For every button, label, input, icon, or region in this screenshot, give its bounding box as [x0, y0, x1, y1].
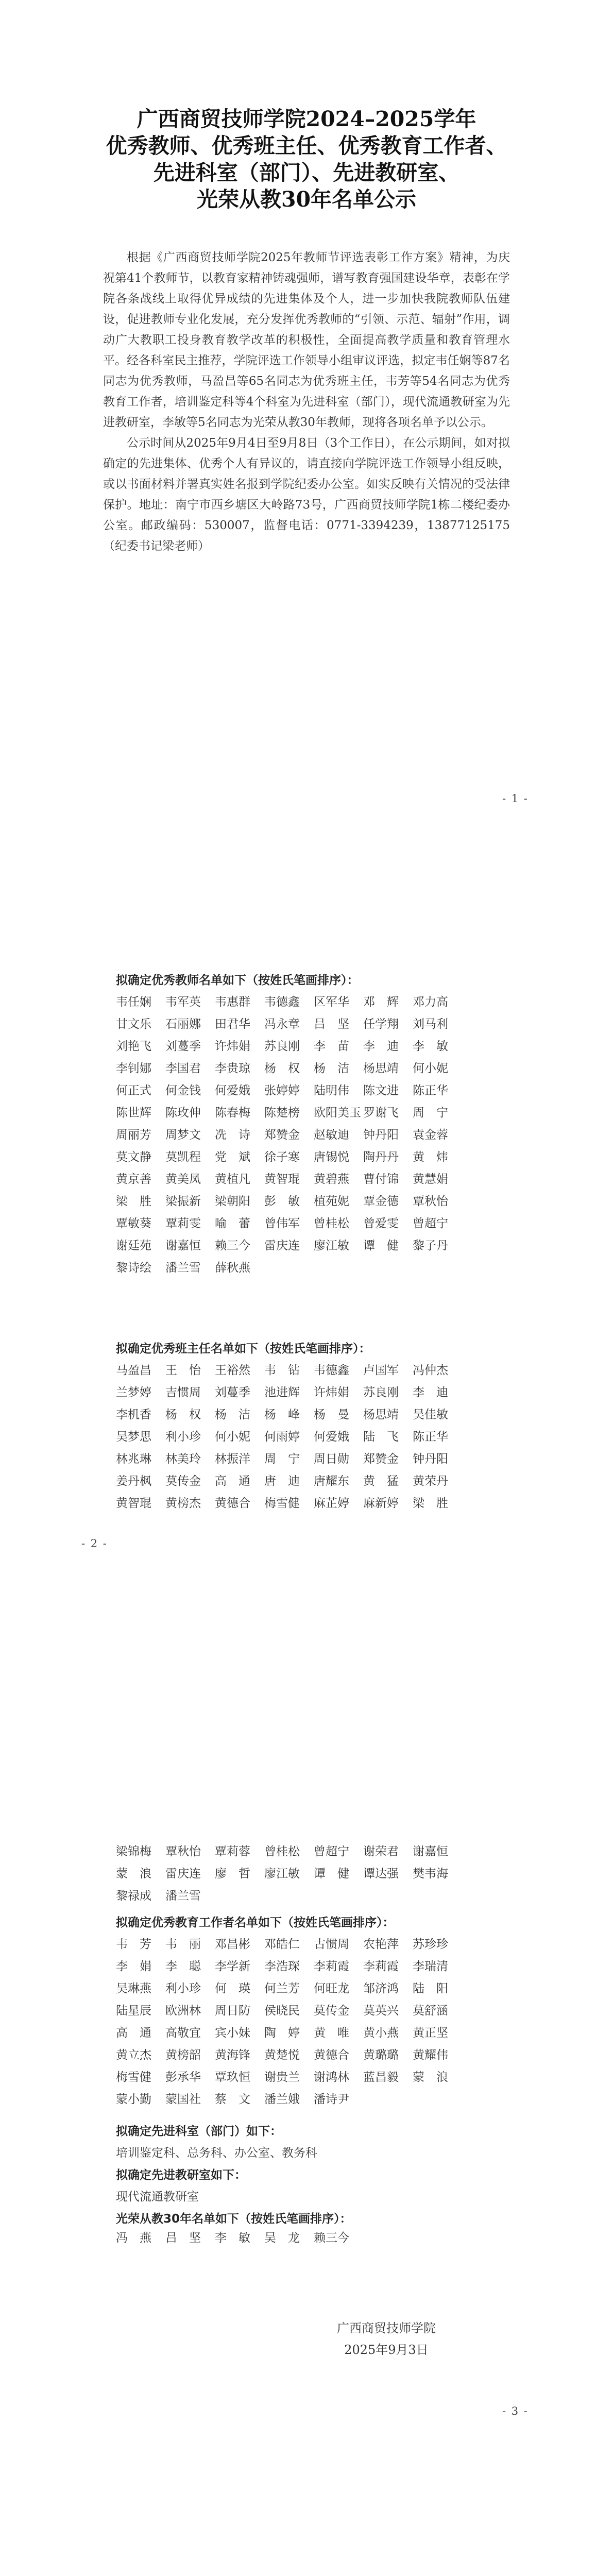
person-name: 黄 猛: [363, 1475, 399, 1488]
person-name: 韦惠群: [215, 995, 250, 1009]
person-name: 卢国军: [363, 1364, 399, 1377]
person-name: 梁朝阳: [215, 1195, 250, 1208]
person-name: 覃玖恒: [215, 2071, 250, 2084]
person-name: 谭 健: [363, 1239, 399, 1252]
person-name: 植苑妮: [314, 1195, 349, 1208]
person-name: 王裕然: [215, 1364, 250, 1377]
person-name: 黄小燕: [363, 2026, 399, 2040]
person-name: 李 迪: [363, 1040, 399, 1053]
person-name: 樊韦海: [413, 1867, 448, 1880]
person-name: 李贵琼: [215, 1062, 250, 1075]
person-name: 梁锦梅: [116, 1845, 151, 1858]
person-name: 黄 唯: [314, 2026, 349, 2040]
person-name: 欧洲林: [165, 2004, 201, 2018]
advanced-dept-list: 培训鉴定科、总务科、办公室、教务科: [116, 2146, 317, 2160]
person-name: 何小妮: [413, 1062, 448, 1075]
person-name: 苏珍珍: [413, 1938, 448, 1951]
person-name: 唐锡悦: [314, 1150, 349, 1164]
title-line-2: 优秀教师、优秀班主任、优秀教育工作者、: [106, 133, 507, 158]
person-name: 雷庆连: [165, 1867, 201, 1880]
person-name: 曾超宁: [413, 1217, 448, 1230]
person-name: 黎子丹: [413, 1239, 448, 1252]
title-line-1: 广西商贸技师学院2024–2025学年: [137, 107, 476, 131]
person-name: 黄立杰: [116, 2048, 151, 2062]
person-name: 韦军英: [165, 995, 201, 1009]
person-name: 郑赞金: [264, 1128, 300, 1142]
person-name: 苏良刚: [264, 1040, 300, 1053]
person-name: 潘兰雪: [165, 1261, 201, 1275]
person-name: 陆 飞: [363, 1430, 399, 1444]
person-name: 兰梦婷: [116, 1386, 151, 1399]
person-name: 杨 洁: [314, 1062, 349, 1075]
person-name: 郑赞金: [363, 1452, 399, 1466]
person-name: 韦 丽: [165, 1938, 201, 1951]
person-name: 许炜娟: [215, 1040, 250, 1053]
person-name: 黎诗绘: [116, 1261, 151, 1275]
person-name: 韦 钻: [264, 1364, 300, 1377]
person-name: 李 娟: [116, 1960, 151, 1973]
person-name: 何正式: [116, 1084, 151, 1097]
person-name: 黄德合: [215, 1497, 250, 1510]
person-name: 黄楚悦: [264, 2048, 300, 2062]
person-name: 谢嘉恒: [165, 1239, 201, 1252]
person-name: 池进辉: [264, 1386, 300, 1399]
person-name: 邓 辉: [363, 995, 399, 1009]
person-name: 高敬宜: [165, 2026, 201, 2040]
person-name: 邓力高: [413, 995, 448, 1009]
page-number: - 3 -: [502, 2405, 529, 2417]
person-name: 何小妮: [215, 1430, 250, 1444]
person-name: 林振洋: [215, 1452, 250, 1466]
person-name: 周日防: [215, 2004, 250, 2018]
person-name: 赵敏迪: [314, 1128, 349, 1142]
person-name: 莫英兴: [363, 2004, 399, 2018]
person-name: 陈世辉: [116, 1106, 151, 1120]
person-name: 徐子寒: [264, 1150, 300, 1164]
person-name: 任学翔: [363, 1018, 399, 1031]
person-name: 谭达强: [363, 1867, 399, 1880]
person-name: 刘蔓季: [215, 1386, 250, 1399]
person-name: 梁 胜: [413, 1497, 448, 1510]
person-name: 蓝昌毅: [363, 2071, 399, 2084]
person-name: 曾桂松: [264, 1845, 300, 1858]
person-name: 罗谢飞: [363, 1106, 399, 1120]
person-name: 曾伟军: [264, 1217, 300, 1230]
person-name: 何旺龙: [314, 1982, 349, 1995]
person-name: 李机香: [116, 1408, 151, 1421]
title-line-4: 光荣从教30年名单公示: [196, 187, 417, 212]
person-name: 黄榜韶: [165, 2048, 201, 2062]
person-name: 李 迪: [413, 1386, 448, 1399]
person-name: 冯永章: [264, 1018, 300, 1031]
person-name: 唐 迪: [264, 1475, 300, 1488]
person-name: 李瑞清: [413, 1960, 448, 1973]
person-name: 杨思靖: [363, 1062, 399, 1075]
person-name: 薛秋燕: [215, 1261, 250, 1275]
person-name: 宾小妹: [215, 2026, 250, 2040]
person-name: 莫文静: [116, 1150, 151, 1164]
person-name: 喻 蕾: [215, 1217, 250, 1230]
edu-workers-heading: 拟确定优秀教育工作者名单如下（按姓氏笔画排序）：: [116, 1916, 395, 1929]
thirty-years-heading: 光荣从教30年名单如下（按姓氏笔画排序）：: [116, 2212, 352, 2226]
person-name: 陈楚榜: [264, 1106, 300, 1120]
person-name: 林兆琳: [116, 1452, 151, 1466]
person-name: 覃秋怡: [413, 1195, 448, 1208]
signature-org: 广西商贸技师学院: [337, 2321, 436, 2335]
person-name: 陶丹丹: [363, 1150, 399, 1164]
page-number: - 2 -: [81, 1537, 108, 1550]
title-line-3: 先进科室（部门）、先进教研室、: [153, 160, 460, 185]
person-name: 钟丹阳: [413, 1452, 448, 1466]
teachers-heading: 拟确定优秀教师名单如下（按姓氏笔画排序）：: [116, 974, 359, 987]
person-name: 黄德合: [314, 2048, 349, 2062]
person-name: 陈玫伸: [165, 1106, 201, 1120]
person-name: 陈正华: [413, 1430, 448, 1444]
person-name: 姜丹枫: [116, 1475, 151, 1488]
person-name: 吴佳敏: [413, 1408, 448, 1421]
person-name: 何爱娥: [314, 1430, 349, 1444]
person-name: 周丽芳: [116, 1128, 151, 1142]
person-name: 利小珍: [165, 1430, 201, 1444]
person-name: 王 怡: [165, 1364, 201, 1377]
person-name: 韦德鑫: [314, 1364, 349, 1377]
person-name: 杨 权: [165, 1408, 201, 1421]
person-name: 黄荣丹: [413, 1475, 448, 1488]
person-name: 廖 哲: [215, 1867, 250, 1880]
teachers-name-list: [116, 991, 513, 1279]
person-name: 曹付锦: [363, 1173, 399, 1186]
person-name: 邓昌彬: [215, 1938, 250, 1951]
person-name: 何兰芳: [264, 1982, 300, 1995]
person-name: 黄美凤: [165, 1173, 201, 1186]
person-name: 陈文进: [363, 1084, 399, 1097]
advanced-research-list: 现代流通教研室: [116, 2190, 199, 2204]
person-name: 刘蔓季: [165, 1040, 201, 1053]
edu-workers-name-list: [116, 1934, 513, 2111]
person-name: 谭 健: [314, 1867, 349, 1880]
person-name: 陈春梅: [215, 1106, 250, 1120]
person-name: 梁振新: [165, 1195, 201, 1208]
person-name: 彭 敏: [264, 1195, 300, 1208]
person-name: 蒙国社: [165, 2093, 201, 2106]
person-name: 谢荣君: [363, 1845, 399, 1858]
person-name: 林美玲: [165, 1452, 201, 1466]
person-name: 蒙小勤: [116, 2093, 151, 2106]
person-name: 吴 龙: [264, 2231, 300, 2245]
person-name: 李莉霞: [363, 1960, 399, 1973]
person-name: 石丽娜: [165, 1018, 201, 1031]
person-name: 刘马利: [413, 1018, 448, 1031]
person-name: 甘文乐: [116, 1018, 151, 1031]
document-title: [77, 106, 536, 213]
person-name: 欧阳美玉: [314, 1106, 361, 1120]
person-name: 吴梦思: [116, 1430, 151, 1444]
person-name: 黄璐璐: [363, 2048, 399, 2062]
person-name: 陆 阳: [413, 1982, 448, 1995]
person-name: 莫传金: [314, 2004, 349, 2018]
person-name: 李钊娜: [116, 1062, 151, 1075]
intro-body: [103, 247, 510, 556]
person-name: 梅雪健: [116, 2071, 151, 2084]
person-name: 刘艳飞: [116, 1040, 151, 1053]
person-name: 冼 诗: [215, 1128, 250, 1142]
person-name: 高 通: [116, 2026, 151, 2040]
person-name: 蒙 浪: [413, 2071, 448, 2084]
person-name: 李莉霞: [314, 1960, 349, 1973]
person-name: 廖江敏: [314, 1239, 349, 1252]
person-name: 潘兰雪: [165, 1889, 201, 1903]
person-name: 马盈昌: [116, 1364, 151, 1377]
person-name: 许炜娟: [314, 1386, 349, 1399]
signature-date: 2025年9月3日: [344, 2343, 429, 2357]
person-name: 何雨婷: [264, 1430, 300, 1444]
person-name: 陆星辰: [116, 2004, 151, 2018]
intro-paragraph: 根据《广西商贸技师学院2025年教师节评选表彰工作方案》精神，为庆祝第41个教师节，以教育家精神铸魂强师，谱写教育强国建设华章，表彰在学院各条战线上取得优异成绩的先进集体及个人，进一步加快我院教师队伍建设，促进教师专业化发展，充分发挥优秀教师的“引领、示范、辐射”作用，调动广大教职工投身教育教学改革的积极性，全面提高教学质量和教育管理水平。经各科室民主推荐，学院评选工作领导小组审议评选，拟定韦任娴等87名同志为优秀教师，马盈昌等65名同志为优秀班主任，韦芳等54名同志为优秀教育工作者，培训鉴定科等4个科室为先进科室（部门），现代流通教研室为先进教研室，李敏等5名同志为光荣从教30年教师，现将各项名单予以公示。: [103, 251, 510, 429]
advanced-dept-heading: 拟确定先进科室（部门）如下：: [116, 2125, 282, 2138]
signature-block: [335, 2317, 438, 2361]
person-name: 唐耀东: [314, 1475, 349, 1488]
person-name: 吉惯周: [165, 1386, 201, 1399]
person-name: 何 瑛: [215, 1982, 250, 1995]
person-name: 李 敏: [413, 1040, 448, 1053]
person-name: 黄智琨: [264, 1173, 300, 1186]
advanced-research-heading: 拟确定先进教研室如下：: [116, 2168, 246, 2182]
person-name: 潘诗尹: [314, 2093, 349, 2106]
person-name: 吕 坚: [314, 1018, 349, 1031]
person-name: 曾桂松: [314, 1217, 349, 1230]
person-name: 雷庆连: [264, 1239, 300, 1252]
person-name: 莫凯程: [165, 1150, 201, 1164]
person-name: 冯仲杰: [413, 1364, 448, 1377]
person-name: 黄京善: [116, 1173, 151, 1186]
person-name: 黄碧燕: [314, 1173, 349, 1186]
person-name: 黄榜杰: [165, 1497, 201, 1510]
person-name: 莫传金: [165, 1475, 201, 1488]
page-2: [0, 868, 613, 1735]
person-name: 黄慧娟: [413, 1173, 448, 1186]
person-name: 黄智琨: [116, 1497, 151, 1510]
person-name: 覃莉雯: [165, 1217, 201, 1230]
person-name: 陶 婷: [264, 2026, 300, 2040]
person-name: 赖三今: [314, 2231, 349, 2245]
page-number: - 1 -: [502, 792, 529, 805]
person-name: 李 苗: [314, 1040, 349, 1053]
page-3: [0, 1735, 613, 2576]
person-name: 廖江敏: [264, 1867, 300, 1880]
person-name: 赖三今: [215, 1239, 250, 1252]
head-teachers-name-list-continued: [116, 1841, 513, 1907]
person-name: 曾爱雯: [363, 1217, 399, 1230]
page-1: [0, 0, 613, 868]
person-name: 张婷婷: [264, 1084, 300, 1097]
person-name: 吴琳燕: [116, 1982, 151, 1995]
notice-paragraph: 公示时间从2025年9月4日至9月8日（3个工作日），在公示期间，如对拟确定的先进集体、优秀个人有异议的，请直接向学院评选工作领导小组反映，或以书面材料并署真实姓名报到学院纪委办公室。如实反映有关情况的受法律保护。地址：南宁市西乡塘区大岭路73号，广西商贸技师学院1栋二楼纪委办公室。邮政编码：530007，监督电话：0771-3394239，13877125175（纪委书记梁老师）: [103, 436, 510, 553]
person-name: 何金钱: [165, 1084, 201, 1097]
person-name: 农艳萍: [363, 1938, 399, 1951]
person-name: 韦任娴: [116, 995, 151, 1009]
person-name: 区军华: [314, 995, 349, 1009]
person-name: 钟丹阳: [363, 1128, 399, 1142]
person-name: 党 斌: [215, 1150, 250, 1164]
person-name: 麻芷婷: [314, 1497, 349, 1510]
person-name: 李浩琛: [264, 1960, 300, 1973]
person-name: 韦 芳: [116, 1938, 151, 1951]
person-name: 潘兰娥: [264, 2093, 300, 2106]
person-name: 田君华: [215, 1018, 250, 1031]
person-name: 周梦文: [165, 1128, 201, 1142]
person-name: 韦德鑫: [264, 995, 300, 1009]
person-name: 黄海锋: [215, 2048, 250, 2062]
person-name: 曾超宁: [314, 1845, 349, 1858]
person-name: 黄 炜: [413, 1150, 448, 1164]
person-name: 邓皓仁: [264, 1938, 300, 1951]
person-name: 李 敏: [215, 2231, 250, 2245]
person-name: 何爱娥: [215, 1084, 250, 1097]
person-name: 利小珍: [165, 1982, 201, 1995]
person-name: 吕 坚: [165, 2231, 201, 2245]
person-name: 黎禄成: [116, 1889, 151, 1903]
person-name: 杨思靖: [363, 1408, 399, 1421]
thirty-years-name-list: [116, 2227, 513, 2249]
person-name: 李学新: [215, 1960, 250, 1973]
person-name: 周 宁: [264, 1452, 300, 1466]
person-name: 覃敏葵: [116, 1217, 151, 1230]
person-name: 谢鸿林: [314, 2071, 349, 2084]
person-name: 周 宁: [413, 1106, 448, 1120]
head-teachers-heading: 拟确定优秀班主任名单如下（按姓氏笔画排序）：: [116, 1342, 371, 1355]
person-name: 谢嘉恒: [413, 1845, 448, 1858]
person-name: 陆明伟: [314, 1084, 349, 1097]
person-name: 杨 洁: [215, 1408, 250, 1421]
person-name: 袁金蓉: [413, 1128, 448, 1142]
person-name: 杨 峰: [264, 1408, 300, 1421]
person-name: 彭承华: [165, 2071, 201, 2084]
person-name: 梅雪健: [264, 1497, 300, 1510]
person-name: 周日勋: [314, 1452, 349, 1466]
person-name: 蒙 浪: [116, 1867, 151, 1880]
person-name: 麻新婷: [363, 1497, 399, 1510]
person-name: 侯晓民: [264, 2004, 300, 2018]
person-name: 覃秋怡: [165, 1845, 201, 1858]
person-name: 蔡 文: [215, 2093, 250, 2106]
person-name: 杨 权: [264, 1062, 300, 1075]
person-name: 李国君: [165, 1062, 201, 1075]
person-name: 古惯周: [314, 1938, 349, 1951]
person-name: 黄正坚: [413, 2026, 448, 2040]
person-name: 覃莉蓉: [215, 1845, 250, 1858]
person-name: 高 通: [215, 1475, 250, 1488]
person-name: 冯 燕: [116, 2231, 151, 2245]
person-name: 苏良刚: [363, 1386, 399, 1399]
person-name: 谢廷苑: [116, 1239, 151, 1252]
person-name: 覃金德: [363, 1195, 399, 1208]
person-name: 邹济鸿: [363, 1982, 399, 1995]
person-name: 莫舒涵: [413, 2004, 448, 2018]
person-name: 李 聪: [165, 1960, 201, 1973]
person-name: 陈正华: [413, 1084, 448, 1097]
head-teachers-name-list: [116, 1360, 513, 1515]
person-name: 黄植凡: [215, 1173, 250, 1186]
person-name: 杨 曼: [314, 1408, 349, 1421]
person-name: 梁 胜: [116, 1195, 151, 1208]
person-name: 谢贵兰: [264, 2071, 300, 2084]
person-name: 黄耀伟: [413, 2048, 448, 2062]
